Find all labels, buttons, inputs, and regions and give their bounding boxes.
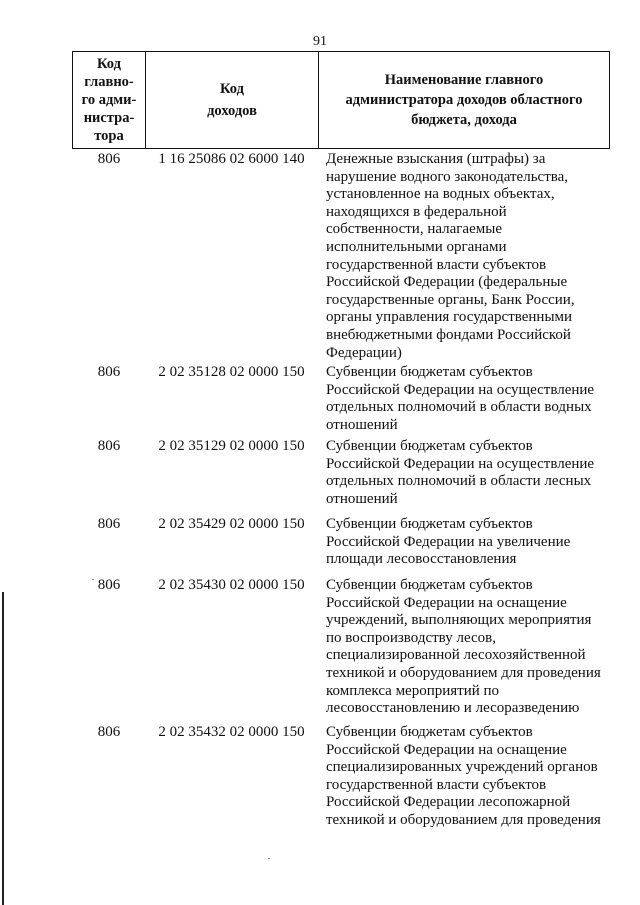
income-code-cell: 2 02 35432 02 0000 150 — [158, 724, 305, 740]
page-number: 91 — [313, 34, 327, 49]
revenue-table — [72, 51, 610, 854]
income-code-cell: 2 02 35430 02 0000 150 — [158, 577, 305, 593]
table-row — [72, 724, 610, 854]
header-admin-code: Код главно- го адми- нистра- тора — [72, 52, 146, 148]
admin-code-cell: 806 — [97, 364, 121, 380]
header-income-code: Код доходов — [146, 52, 319, 148]
income-code-cell: 2 02 35429 02 0000 150 — [158, 516, 305, 532]
admin-code-cell: 806 — [97, 438, 121, 454]
table-row — [72, 364, 610, 438]
table-row — [72, 577, 610, 724]
table-row — [72, 516, 610, 577]
name-cell: Субвенции бюджетам субъектов Российской Федерации на осуществление отдельных полномочий в области лесных отношений — [326, 438, 595, 507]
table-row — [72, 438, 610, 516]
admin-code-cell: 806 — [97, 151, 121, 167]
name-cell: Субвенции бюджетам субъектов Российской Федерации на оснащение учреждений, выполняющих мероприятия по воспроизводству лесов, специализированной лесохозяйственной техникой и оборудованием для проведения комплекса мероприятий по лесовосстановлению и лесоразведению — [326, 577, 601, 717]
name-cell: Денежные взыскания (штрафы) за нарушение водного законодательства, установленное на водных объектах, находящихся в федеральной собственности, налагаемые исполнительными органами государственной власти субъектов Российской Федерации (федеральные государственные органы, Банк России, органы управления государственными внебюджетными фондами Российской Федерации) — [326, 151, 575, 361]
name-cell: Субвенции бюджетам субъектов Российской Федерации на оснащение специализированных учреждений органов государственной власти субъектов Российской Федерации лесопожарной техникой и оборудованием для проведения — [326, 724, 601, 828]
scan-edge — [2, 592, 4, 905]
name-cell: Субвенции бюджетам субъектов Российской Федерации на увеличение площади лесовосстановления — [326, 516, 571, 568]
scan-speck — [92, 579, 94, 580]
name-cell: Субвенции бюджетам субъектов Российской Федерации на осуществление отдельных полномочий в области водных отношений — [326, 364, 595, 433]
admin-code-cell: 806 — [97, 516, 121, 532]
income-code-cell: 1 16 25086 02 6000 140 — [158, 151, 305, 167]
income-code-cell: 2 02 35129 02 0000 150 — [158, 438, 305, 454]
table-header — [72, 51, 610, 149]
income-code-cell: 2 02 35128 02 0000 150 — [158, 364, 305, 380]
admin-code-cell: 806 — [97, 577, 121, 593]
header-name: Наименование главного администратора доходов областного бюджета, дохода — [319, 52, 610, 148]
admin-code-cell: 806 — [97, 724, 121, 740]
table-row — [72, 151, 610, 364]
scan-speck — [268, 858, 270, 859]
